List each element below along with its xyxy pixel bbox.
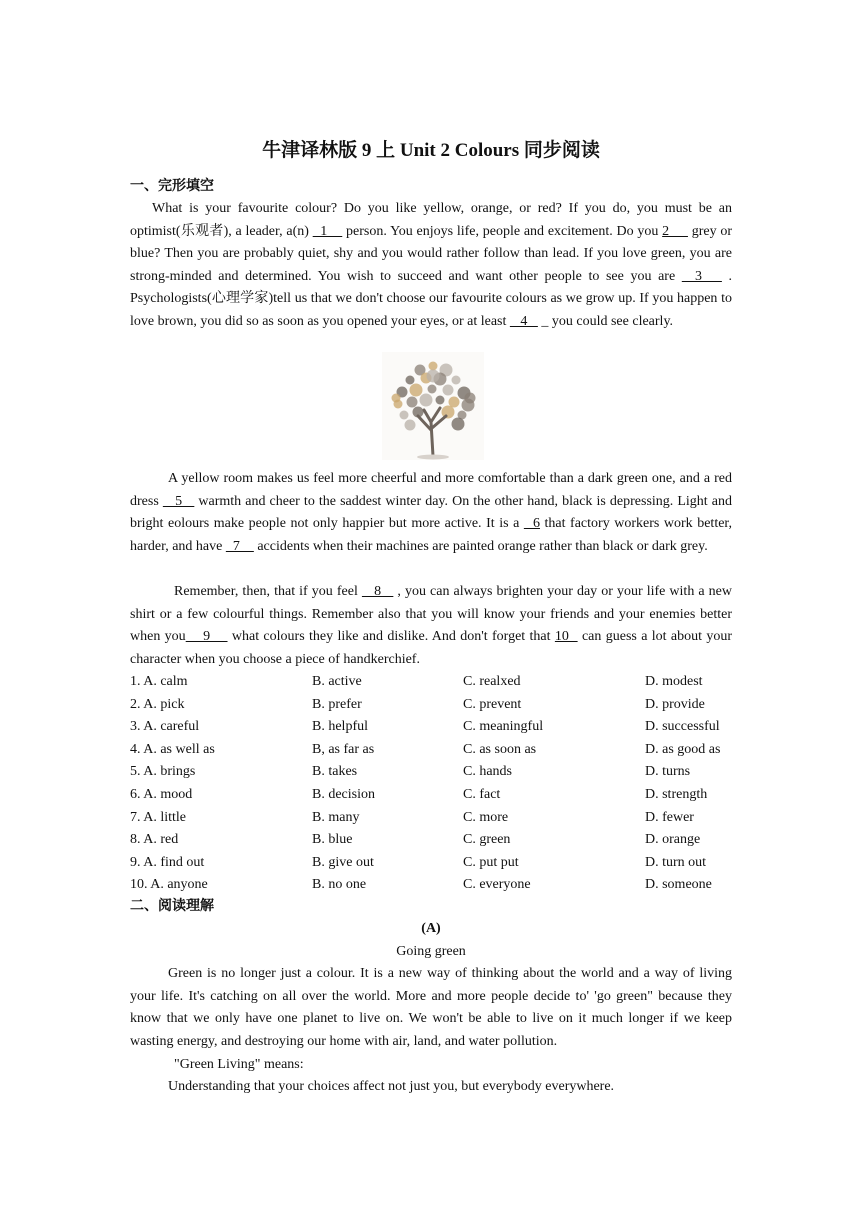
option-a: 1. A. calm [130, 674, 188, 689]
tree-leaf-dot [420, 394, 433, 407]
option-c: C. as soon as [463, 741, 537, 757]
tree-leaf-dot [405, 420, 416, 431]
text: Remember, then, that if you feel [174, 584, 362, 599]
blank-8: 8 [361, 584, 394, 599]
option-row [130, 874, 732, 897]
option-d: D. someone [645, 877, 712, 893]
reading-paragraph-3: Understanding that your choices affect not just you, but everybody everywhere. [168, 1079, 615, 1094]
option-a: 10. A. anyone [130, 877, 208, 893]
tree-leaf-dot [407, 397, 418, 408]
tree-leaf-dot [400, 411, 409, 420]
option-row [130, 784, 732, 807]
option-b: B. give out [312, 854, 374, 870]
option-b: B. blue [312, 832, 353, 848]
reading-paragraph-2: "Green Living" means: [174, 1057, 304, 1072]
option-c: C. fact [463, 786, 501, 802]
text: What is your favourite colour? Do you like yellow, orange, or red? If you do, you must be an optimist(乐观者), a leader, a(n) [130, 201, 732, 239]
text: person. You enjoys life, people and excitement. Do you [342, 223, 663, 239]
option-c: C. more [463, 809, 509, 825]
option-row [130, 716, 732, 739]
option-c: C. prevent [463, 696, 522, 712]
tree-leaf-dot [449, 397, 460, 408]
blank-4: 4 [509, 313, 538, 329]
option-c: C. meaningful [463, 719, 544, 735]
cloze-paragraph-1 [130, 198, 732, 333]
option-a: 4. A. as well as [130, 741, 215, 757]
text: can guess a lot about your character when you choose a piece of handkerchief. [130, 629, 733, 667]
text: accidents when their machines are painted orange rather than black or dark grey. [253, 538, 708, 554]
blank-6: 6 [523, 516, 540, 531]
page-title: 牛津译林版 9 上 Unit 2 Colours 同步阅读 [262, 140, 600, 161]
option-d: D. modest [645, 674, 703, 689]
option-c: C. realxed [463, 674, 521, 689]
blank-10: 10 [554, 629, 578, 644]
tree-leaf-dot [465, 393, 476, 404]
option-row [130, 694, 732, 717]
tree-leaf-dot [392, 394, 401, 403]
part-label: (A) [421, 921, 441, 936]
tree-leaf-dot [410, 384, 423, 397]
option-b: B. takes [312, 764, 358, 780]
option-b: B. no one [312, 877, 367, 893]
text: , you can always brighten your day or your life with a new shirt or a few colourful things. Remember also that you will know your friends and your enemies better when you [130, 584, 732, 644]
tree-leaf-dot [429, 362, 438, 371]
option-b: B, as far as [312, 741, 375, 757]
tree-leaf-dot [406, 376, 415, 385]
option-d: D. as good as [645, 741, 721, 757]
option-c: C. put put [463, 854, 519, 870]
option-row [130, 829, 732, 852]
blank-1: 1 [312, 223, 343, 239]
text: A yellow room makes us feel more cheerful and more comfortable than a dark green one, and a red dress [130, 471, 732, 509]
option-d: D. orange [645, 832, 701, 848]
reading-paragraph-1: Green is no longer just a colour. It is a new way of thinking about the world and a way of living your life. It's catching on all over the world. More and more people decide to' 'go green" because they know that we only have one planet to live on. We won't be able to live on it much longer if we keep wasting energy, and destroying our home with air, land, and water pollution. [130, 966, 732, 1049]
passage-title: Going green [396, 944, 466, 959]
text: _ you could see clearly. [537, 313, 674, 329]
tree-leaf-dot [452, 376, 461, 385]
tree-leaf-dot [436, 396, 445, 405]
option-b: B. prefer [312, 696, 362, 712]
text: . Psychologists(心理学家)tell us that we don't choose our favourite colours as we grow up. If you happen to love brown, you did so as soon as you opened your eyes, or at least [130, 268, 733, 329]
option-d: D. fewer [645, 809, 694, 825]
option-c: C. green [463, 832, 511, 848]
option-c: C. everyone [463, 877, 531, 893]
text: that factory workers work better, harder, and have [130, 516, 733, 554]
tree-leaf-dot [427, 370, 440, 383]
tree-icon [382, 352, 484, 460]
option-a: 9. A. find out [130, 854, 205, 870]
tree-leaf-dot [428, 385, 437, 394]
option-c: C. hands [463, 764, 512, 780]
blank-7: 7 [225, 538, 254, 554]
option-d: D. turn out [645, 854, 707, 870]
blank-9: 9 [185, 629, 228, 644]
option-a: 2. A. pick [130, 696, 185, 712]
option-a: 6. A. mood [130, 786, 193, 802]
cloze-paragraph-3 [130, 581, 732, 671]
text: warmth and cheer to the saddest winter day. On the other hand, black is depressing. Light and bright eolours make people not only happier but more active. It is a [130, 493, 732, 531]
blank-5: 5 [162, 493, 195, 509]
option-row [130, 807, 732, 830]
cloze-paragraph-2 [130, 468, 732, 558]
section-heading-cloze: 一、完形填空 [130, 178, 214, 194]
option-a: 8. A. red [130, 832, 179, 848]
options-list [130, 671, 732, 897]
option-row [130, 739, 732, 762]
tree-leaf-dot [452, 418, 465, 431]
option-a: 7. A. little [130, 809, 186, 825]
option-b: B. active [312, 674, 362, 689]
section-heading-reading: 二、阅读理解 [130, 898, 214, 914]
option-row [130, 852, 732, 875]
text: grey or blue? Then you are probably quiet, shy and you would rather follow than lead. If you love green, you are strong-minded and determined. You wish to succeed and want other people to see you are [130, 223, 733, 284]
tree-leaf-dot [443, 385, 454, 396]
option-a: 5. A. brings [130, 764, 196, 780]
option-row [130, 761, 732, 784]
option-d: D. strength [645, 786, 708, 802]
option-a: 3. A. careful [130, 719, 200, 735]
option-row [130, 671, 732, 694]
option-d: D. provide [645, 696, 705, 712]
blank-2: 2 [662, 223, 688, 239]
text: what colours they like and dislike. And don't forget that [227, 629, 555, 644]
option-b: B. many [312, 809, 360, 825]
option-b: B. helpful [312, 719, 368, 735]
option-b: B. decision [312, 786, 375, 802]
option-d: D. turns [645, 764, 691, 780]
option-d: D. successful [645, 719, 720, 735]
blank-3: 3 [681, 268, 722, 284]
